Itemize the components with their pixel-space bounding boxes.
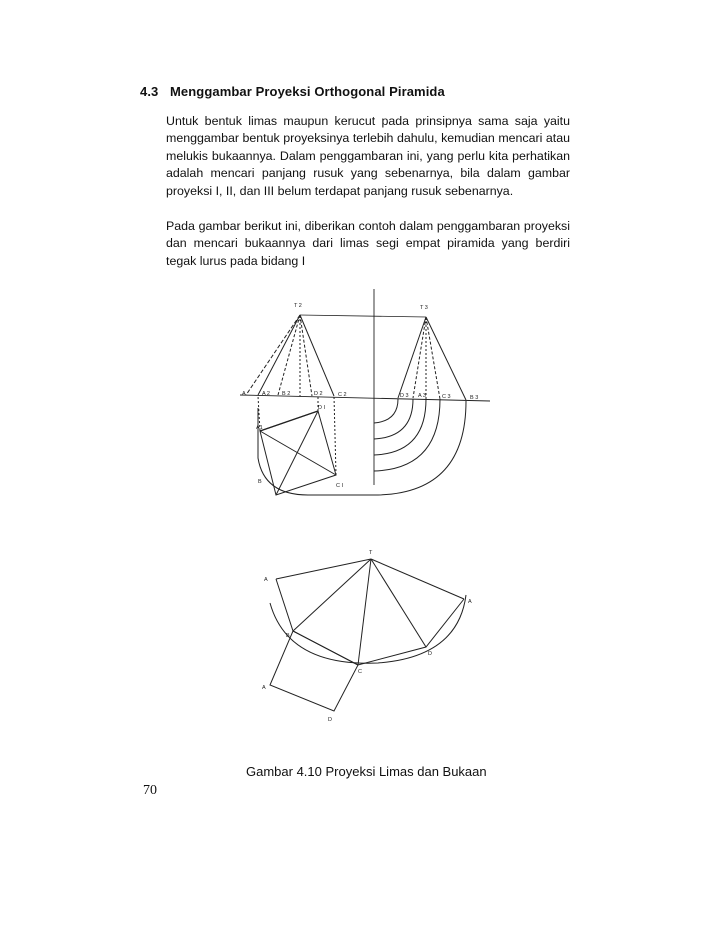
label-b3: B 3 [470,395,479,401]
label-c1: C I [336,483,344,489]
label-t3: T 3 [420,305,428,311]
label-unfold-a1: A [264,577,268,583]
page-number: 70 [143,783,157,798]
label-unfold-b: B [286,633,290,639]
label-unfold-d: D [428,651,432,657]
pyramid-view-3 [398,317,466,400]
label-a: A [242,391,246,397]
transfer-arcs [258,399,466,495]
label-c3: C 3 [442,394,451,400]
projection-figure [228,283,494,741]
ground-line [240,395,490,401]
pyramid-view-2 [246,315,334,396]
label-a3: A 3 [418,393,426,399]
paragraph-2: Pada gambar berikut ini, diberikan contoh dalam penggambaran proyeksi dan mencari bukaannya dari limas segi empat piramida yang berdiri tegak lurus pada bidang I [166,219,570,268]
label-t: T [369,550,373,556]
pyramid-development [270,559,466,711]
label-d2: D 2 [314,391,323,397]
label-d1: D I [318,405,326,411]
label-b2: B 2 [282,391,291,397]
section-heading [140,84,445,99]
pyramid-drawing [228,283,494,741]
label-a1: A1 [256,425,263,431]
figure-caption: Gambar 4.10 Proyeksi Limas dan Bukaan [246,764,487,779]
label-d3: D 3 [400,393,409,399]
label-t2: T 2 [294,303,302,309]
label-unfold-a3: A [262,685,266,691]
section-number: 4.3 [140,84,159,99]
section-title: Menggambar Proyeksi Orthogonal Piramida [170,84,445,99]
apex-connector [300,315,426,317]
label-unfold-c: C [358,669,362,675]
label-unfold-a2: A [468,599,472,605]
label-b1: B [258,479,262,485]
paragraph-1: Untuk bentuk limas maupun kerucut pada prinsipnya sama saja yaitu menggambar bentuk proyeksinya terlebih dahulu, kemudian mencari atau melukis bukaannya. Dalam penggambaran ini, yang perlu kita perhatikan adalah mencari panjang rusuk yang sebenarnya, bila dalam gambar proyeksi I, II, dan III belum terdapat panjang rusuk sebenarnya. [166,114,570,198]
label-c2: C 2 [338,392,347,398]
label-a2: A 2 [262,391,270,397]
label-unfold-d2: D [328,717,332,723]
